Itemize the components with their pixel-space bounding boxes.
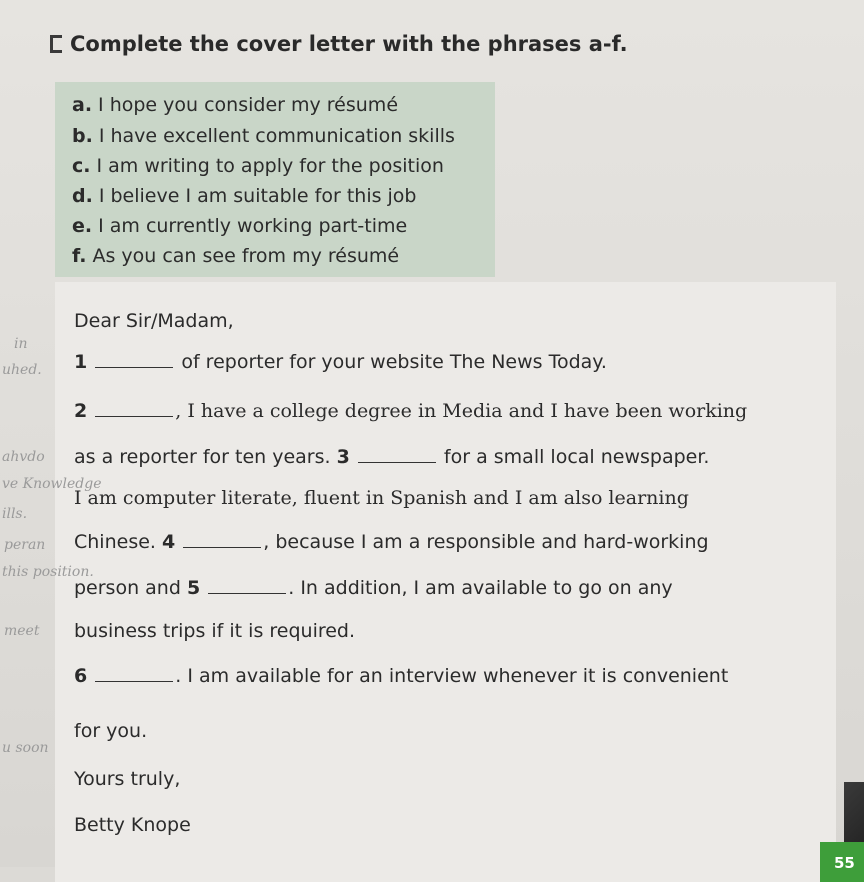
margin-note: ills. <box>2 506 28 522</box>
margin-note: ahvdo <box>2 449 45 465</box>
margin-note: peran <box>4 537 46 553</box>
gap-blank-1[interactable] <box>95 366 173 368</box>
letter-line-8: 6 . I am available for an interview whenever it is convenient <box>74 665 729 687</box>
letter-line-7: business trips if it is required. <box>74 620 356 642</box>
phrase-item-d: d. I believe I am suitable for this job <box>72 185 417 207</box>
gap-number-6: 6 <box>74 665 88 687</box>
margin-note: ve Knowledge <box>2 476 102 492</box>
margin-note: u soon <box>2 740 49 756</box>
gap-blank-6[interactable] <box>95 680 173 682</box>
gap-blank-5[interactable] <box>208 592 286 594</box>
letter-signature: Betty Knope <box>74 814 191 836</box>
letter-closing: Yours truly, <box>74 768 181 790</box>
phrase-item-b: b. I have excellent communication skills <box>72 125 455 147</box>
gap-number-5: 5 <box>186 577 201 599</box>
gap-number-1: 1 <box>74 351 88 373</box>
margin-note: uhed. <box>2 362 42 378</box>
exercise-heading <box>50 32 628 56</box>
letter-line-5: Chinese. 4 , because I am a responsible and hard-working <box>74 531 709 553</box>
page-number: 55 <box>820 842 864 882</box>
gap-blank-2[interactable] <box>95 415 173 417</box>
phrase-item-e: e. I am currently working part-time <box>72 215 408 237</box>
exercise-instruction: Complete the cover letter with the phrases a-f. <box>70 32 628 56</box>
letter-line-2: 2 , I have a college degree in Media and I have been working <box>74 400 748 422</box>
phrase-item-a: a. I hope you consider my résumé <box>72 94 399 116</box>
task-marker-icon <box>50 35 62 53</box>
gap-number-4: 4 <box>162 531 176 553</box>
phrase-item-f: f. As you can see from my résumé <box>72 245 400 267</box>
letter-line-4: I am computer literate, fluent in Spanish and I am also learning <box>74 487 689 509</box>
margin-note: in <box>14 336 28 352</box>
margin-note: meet <box>4 623 40 639</box>
letter-line-6: person and 5 . In addition, I am available to go on any <box>74 577 673 599</box>
phrase-item-c: c. I am writing to apply for the position <box>72 155 444 177</box>
letter-line-3: as a reporter for ten years. 3 for a small local newspaper. <box>74 446 710 468</box>
gap-blank-4[interactable] <box>183 546 261 548</box>
gap-number-3: 3 <box>336 446 350 468</box>
letter-line-9: for you. <box>74 720 148 742</box>
margin-note: this position. <box>2 564 94 580</box>
letter-line-1: 1 of reporter for your website The News Today. <box>74 351 607 373</box>
gap-number-2: 2 <box>74 400 88 422</box>
gap-blank-3[interactable] <box>358 461 436 463</box>
letter-greeting: Dear Sir/Madam, <box>74 310 234 332</box>
